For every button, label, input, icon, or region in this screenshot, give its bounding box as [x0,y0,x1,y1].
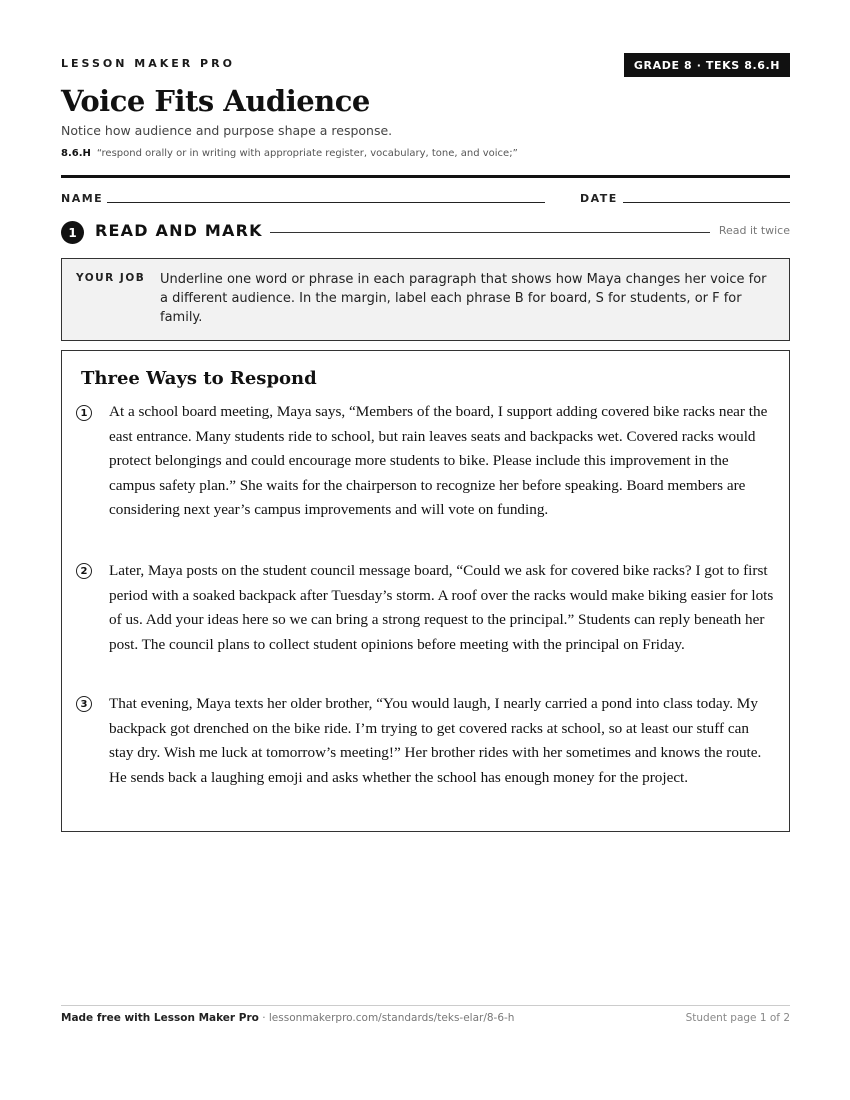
section-title: READ AND MARK [95,221,263,240]
section-note: Read it twice [718,224,790,237]
brand-name: LESSON MAKER PRO [61,57,235,70]
paragraph: At a school board meeting, Maya says, “Members of the board, I support adding covered bike racks near the east entrance. Many students ride to school, but rain leaves seats and backpacks wet. Covered racks would protect belongings and could encourage more students to bike. Please include this improvement in the campus safety plan.” She waits for the chairperson to recognize her before speaking. Board members are considering next year’s campus improvements and will vote on funding. [109,403,768,518]
footer-url[interactable]: · lessonmakerpro.com/standards/teks-elar/8-6-h [258,1012,515,1024]
paragraph: Later, Maya posts on the student council message board, “Could we ask for covered bike racks? I got to first period with a soaked backpack after Tuesday’s storm. A roof over the racks would make biking easier for lots of us. Add your ideas here so we can bring a strong request to the principal.” Students can reply beneath her post. The council plans to collect student opinions before meeting with the principal on Friday. [109,562,774,653]
footer-made-with: Made free with Lesson Maker Pro [61,1012,259,1024]
paragraph-number: 3 [76,696,92,712]
instructions-box [61,258,790,341]
section-number-badge: 1 [61,221,84,244]
grade-badge: GRADE 8 · TEKS 8.6.H [624,53,790,77]
instructions-label: YOUR JOB [76,272,146,284]
standard-text: “respond orally or in writing with appropriate register, vocabulary, tone, and voice;” [96,148,518,159]
paragraph-number: 1 [76,405,92,421]
section-divider [270,232,710,233]
standard-code: 8.6.H [61,148,91,159]
footer-divider [61,1005,790,1006]
instructions-text: Underline one word or phrase in each paragraph that shows how Maya changes her voice for a different audience. In the margin, label each phrase B for board, S for students, or F for family. [160,272,767,325]
header-divider [61,175,790,178]
name-label: NAME [61,192,104,205]
date-write-line[interactable] [623,202,790,203]
passage-box [61,350,790,832]
name-write-line[interactable] [107,202,545,203]
paragraph: That evening, Maya texts her older brother, “You would laugh, I nearly carried a pond into class today. My backpack got drenched on the bike ride. I’m trying to get covered racks at school, so at least our stuff can stay dry. Wish me luck at tomorrow’s meeting!” Her brother rides with her sometimes and knows the route. He sends back a laughing emoji and asks whether the school has enough money for the project. [109,695,762,786]
passage-title: Three Ways to Respond [81,368,317,389]
page-subtitle: Notice how audience and purpose shape a response. [61,123,393,138]
standard-reference [61,148,518,159]
page-title: Voice Fits Audience [61,84,370,118]
paragraph-number: 2 [76,563,92,579]
date-label: DATE [580,192,618,205]
footer-credit [61,1012,514,1024]
page-indicator: Student page 1 of 2 [685,1012,790,1024]
